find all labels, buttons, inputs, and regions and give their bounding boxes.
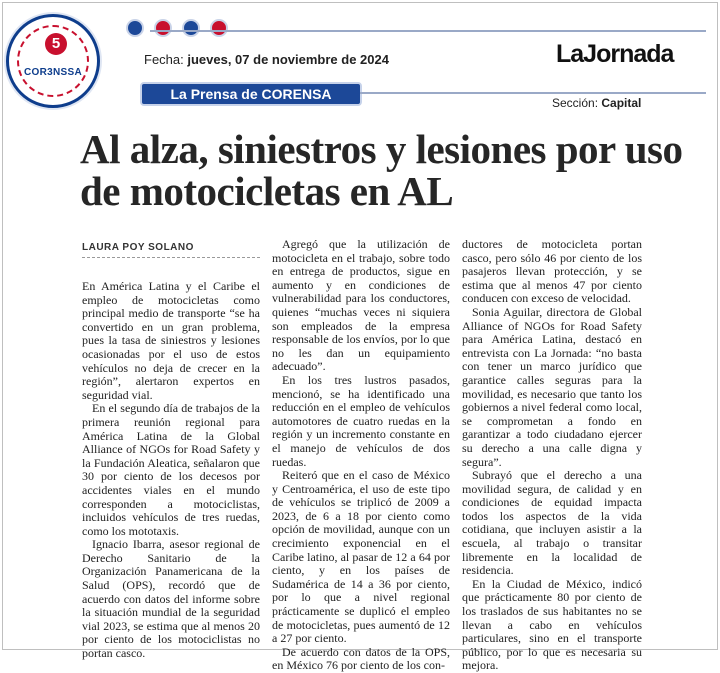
section-value: Capital — [601, 96, 642, 110]
paragraph: En la Ciudad de México, indicó que prácticamente 80 por ciento de los traslados de sus habitantes no se llevan a cabo en vehículos particulares, sino en el transporte público, por lo que es necesaria su mejora. — [462, 576, 642, 673]
header-rule — [150, 30, 706, 32]
paragraph: En América Latina y el Caribe el empleo de motocicletas como principal medio de transporte “se ha convertido en un gran problema, pues la tasa de siniestros y lesiones ocasionadas por el uso de estos vehículos no deja de crecer en la región”, alertaron expertos en seguridad vial. — [82, 279, 260, 402]
header-dot — [210, 19, 228, 37]
paragraph: Subrayó que el derecho a una movilidad segura, de calidad y en condiciones de equidad impacta todos los aspectos de la vida cotidiana, que incluyen asistir a la escuela, al trabajo o transitar libremente en la localidad de residencia. — [462, 468, 642, 578]
byline-rule — [82, 257, 260, 258]
paragraph: ductores de motocicleta portan casco, pero sólo 46 por ciento de los pasajeros llevan protección, y se estima que al menos 47 por ciento conducen con exceso de velocidad. — [462, 237, 642, 306]
article-column-1 — [82, 280, 260, 661]
header-dot — [126, 19, 144, 37]
section-banner: La Prensa de CORENSA — [140, 82, 362, 106]
paragraph: En el segundo día de trabajos de la primera reunión regional para América Latina de la Global Alliance of NGOs for Road Safety y la Fundación Aleatica, señalaron que 30 por ciento de los decesos por accidentes viales en el mundo corresponden a motociclistas, incluidos vehículos de tres ruedas, como los mototaxis. — [82, 401, 260, 538]
banner-rule — [360, 92, 706, 94]
logo-number: 5 — [45, 33, 67, 55]
corenssa-logo — [6, 14, 100, 108]
paragraph: Reiteró que en el caso de México y Centroamérica, el uso de este tipo de vehículos se triplicó de 2009 a 2023, de 6 a 18 por ciento como opción de movilidad, aunque con un crecimiento exponencial en el Caribe latino, al pasar de 12 a 64 por ciento, y en los países de Sudamérica de 14 a 36 por ciento, por lo que a nivel regional prácticamente se duplicó el empleo de motocicletas, pues aumentó de 12 a 27 por ciento. — [272, 468, 450, 646]
paragraph: Agregó que la utilización de motocicleta en el trabajo, sobre todo en entrega de productos, sigue en aumento y en condiciones de vulnerabilidad para los conductores, quienes “muchas veces ni siquiera son empleados de la empresa responsable de los envíos, por lo que no les dan un equipamiento adecuado”. — [272, 237, 450, 374]
section-line — [552, 96, 641, 110]
section-label: Sección: — [552, 96, 602, 110]
article-column-2 — [272, 238, 450, 673]
header-dots — [126, 19, 228, 37]
paragraph: En los tres lustros pasados, mencionó, se ha identificado una reducción en el empleo de vehículos automotores de cuatro ruedas en la región y un incremento constante en el manejo de vehículos de dos ruedas. — [272, 372, 450, 469]
article-byline: LAURA POY SOLANO — [82, 242, 194, 253]
paragraph: Ignacio Ibarra, asesor regional de Derecho Sanitario de la Organización Panamericana de la Salud (OPS), recordó que de acuerdo con datos del informe sobre la situación mundial de la seguridad vial 2023, se estima que al menos 20 por ciento de los motociclistas no portan casco. — [82, 537, 260, 661]
header-dot — [182, 19, 200, 37]
date-value: jueves, 07 de noviembre de 2024 — [187, 52, 389, 67]
newspaper-masthead: LaJornada — [556, 40, 674, 68]
date-line — [144, 52, 389, 67]
article-headline: Al alza, siniestros y lesiones por uso de motocicletas en AL — [80, 126, 683, 214]
paragraph: De acuerdo con datos de la OPS, en México 76 por ciento de los con- — [272, 644, 450, 673]
logo-text: COR3NSSA — [24, 67, 82, 78]
date-label: Fecha: — [144, 52, 188, 67]
header-dot — [154, 19, 172, 37]
paragraph: Sonia Aguilar, directora de Global Alliance of NGOs for Road Safety para América Latina, destacó en entrevista con La Jornada: “no basta con tener un marco jurídico que garantice calles seguras para la movilidad, es necesario que tanto los gobiernos a nivel federal como local, se comprometan a fondo en garantizar a todo ciudadano ejercer su derecho a una calle digna y segura”. — [462, 304, 642, 469]
article-column-3 — [462, 238, 642, 673]
